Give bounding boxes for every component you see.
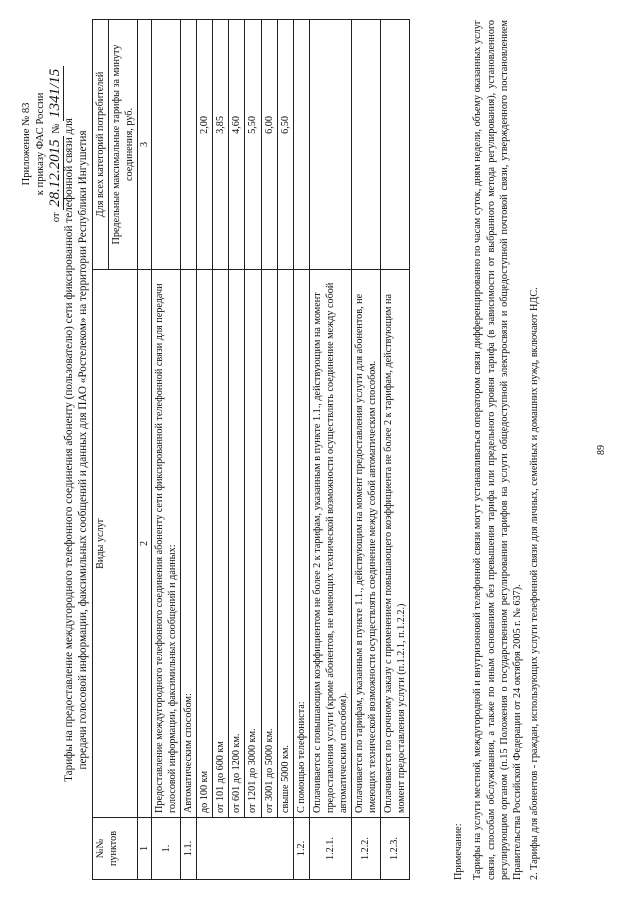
- row-service: Предоставление междугородного телефонного соединения абоненту сети фиксированной телефонной связи для передачи голосовой информации, факсимильных сообщений и данных:: [152, 270, 181, 818]
- row-tariff: 4,60: [229, 20, 245, 270]
- table-body: [152, 20, 410, 880]
- row-tariff: [380, 20, 409, 270]
- page-number: 89: [596, 445, 607, 455]
- header-price: Предельные максимальные тарифы за минуту соединения, руб.: [109, 20, 138, 270]
- table-row: [261, 20, 277, 880]
- row-service: Оплачивается по срочному заказу с применением повышающего коэффициента не более 2 к тарифам, действующим на момент предоставления услуги (п.1.2.1, п.1.2.2.): [380, 270, 409, 818]
- table-row: [229, 20, 245, 880]
- number-prefix: №: [50, 123, 62, 134]
- row-number: 1.2.: [293, 818, 309, 880]
- table-row: [293, 20, 309, 880]
- row-number: [213, 818, 229, 880]
- row-number: 1.2.2.: [351, 818, 380, 880]
- index-cell: 1: [138, 818, 152, 880]
- row-number: 1.2.3.: [380, 818, 409, 880]
- title-line-1: Тарифы на предоставление междугородного телефонного соединения абоненту (пользователю) сети фиксированной телефонной связи для: [63, 118, 75, 782]
- header-group: Для всех категорий потребителей: [93, 20, 109, 270]
- row-number: [245, 818, 261, 880]
- row-tariff: [351, 20, 380, 270]
- table-row: [380, 20, 409, 880]
- table-row: [181, 20, 197, 880]
- row-number: 1.: [152, 818, 181, 880]
- appendix-number: Приложение № 83: [21, 102, 32, 186]
- index-row: [138, 20, 152, 880]
- header-row: [93, 20, 109, 880]
- row-tariff: 5,50: [245, 20, 261, 270]
- row-service: от 3001 до 5000 км.: [261, 270, 277, 818]
- row-tariff: 6,50: [277, 20, 293, 270]
- table-row: [309, 20, 351, 880]
- row-service: от 101 до 600 км: [213, 270, 229, 818]
- appendix-order-ref: к приказу ФАС России: [34, 92, 46, 196]
- table-row: [277, 20, 293, 880]
- row-service: свыше 5000 км.: [277, 270, 293, 818]
- row-tariff: 3,85: [213, 20, 229, 270]
- row-service: от 601 до 1200 км.: [229, 270, 245, 818]
- row-tariff: [309, 20, 351, 270]
- note-1: Тарифы на услуги местной, междугородной и внутризоновой телефонной связи могут устанавливаться оператором связи дифференцированно по часам суток, дням недели, объему оказанных услуг связи, способам обслуживания, а также по иным основаниям без превышения тарифа или предельного уровня тарифа (в зависимости от выбранного метода регулирования), установленного регулирующим органом (п.15 Положения о государственном регулировании тарифов на услуги общедоступной электросвязи и общедоступной почтовой связи, утвержденного постановлением Правительства Российской Федерации от 24 октября 2005 г. № 637).: [472, 20, 523, 880]
- notes-block: [452, 20, 542, 880]
- header-num: №№ пунктов: [93, 818, 138, 880]
- row-service: до 100 км: [197, 270, 213, 818]
- row-number: [197, 818, 213, 880]
- table-row: [152, 20, 181, 880]
- row-tariff: [181, 20, 197, 270]
- table-row: [245, 20, 261, 880]
- table-row: [197, 20, 213, 880]
- handwritten-date: 28.12.2015: [48, 136, 64, 210]
- document-title: [62, 20, 91, 880]
- index-cell: 3: [138, 20, 152, 270]
- notes-heading: Примечание:: [453, 823, 464, 880]
- handwritten-number: 1341/15: [48, 66, 64, 121]
- tariffs-table: [92, 19, 410, 880]
- row-number: 1.2.1.: [309, 818, 351, 880]
- row-tariff: 2,00: [197, 20, 213, 270]
- rotated-document-page: [18, 20, 623, 880]
- index-cell: 2: [138, 270, 152, 818]
- row-service: Автоматическим способом:: [181, 270, 197, 818]
- note-2: 2. Тарифы для абонентов - граждан, использующих услуги телефонной связи для личных, семейных и домашних нужд, включают НДС.: [529, 287, 541, 880]
- row-service: Оплачивается по тарифам, указанным в пункте 1.1., действующим на момент предоставления услуги для абонентов, не имеющих технической возможности осуществлять соединение между собой автоматическим способом.: [351, 270, 380, 818]
- row-service: С помощью телефониста:: [293, 270, 309, 818]
- row-tariff: [152, 20, 181, 270]
- row-number: [277, 818, 293, 880]
- row-number: [261, 818, 277, 880]
- appendix-block: [20, 24, 64, 264]
- row-tariff: [293, 20, 309, 270]
- header-service: Виды услуг: [93, 270, 138, 818]
- row-number: [229, 818, 245, 880]
- row-service: от 1201 до 3000 км.: [245, 270, 261, 818]
- row-number: 1.1.: [181, 818, 197, 880]
- title-line-2: передачи голосовой информации, факсимильных сообщений и данных для ПАО «Ростелеком» на территории Республики Ингушетия: [77, 130, 90, 770]
- row-service: Оплачивается с повышающим коэффициентом не более 2 к тарифам, указанным в пункте 1.1., действующим на момент предоставления услуги (кроме абонентов, не имеющих технической возможности осуществлять соединение между собой автоматическим способом).: [309, 270, 351, 818]
- table-row: [213, 20, 229, 880]
- table-row: [351, 20, 380, 880]
- date-prefix: от: [50, 212, 62, 223]
- row-tariff: 6,00: [261, 20, 277, 270]
